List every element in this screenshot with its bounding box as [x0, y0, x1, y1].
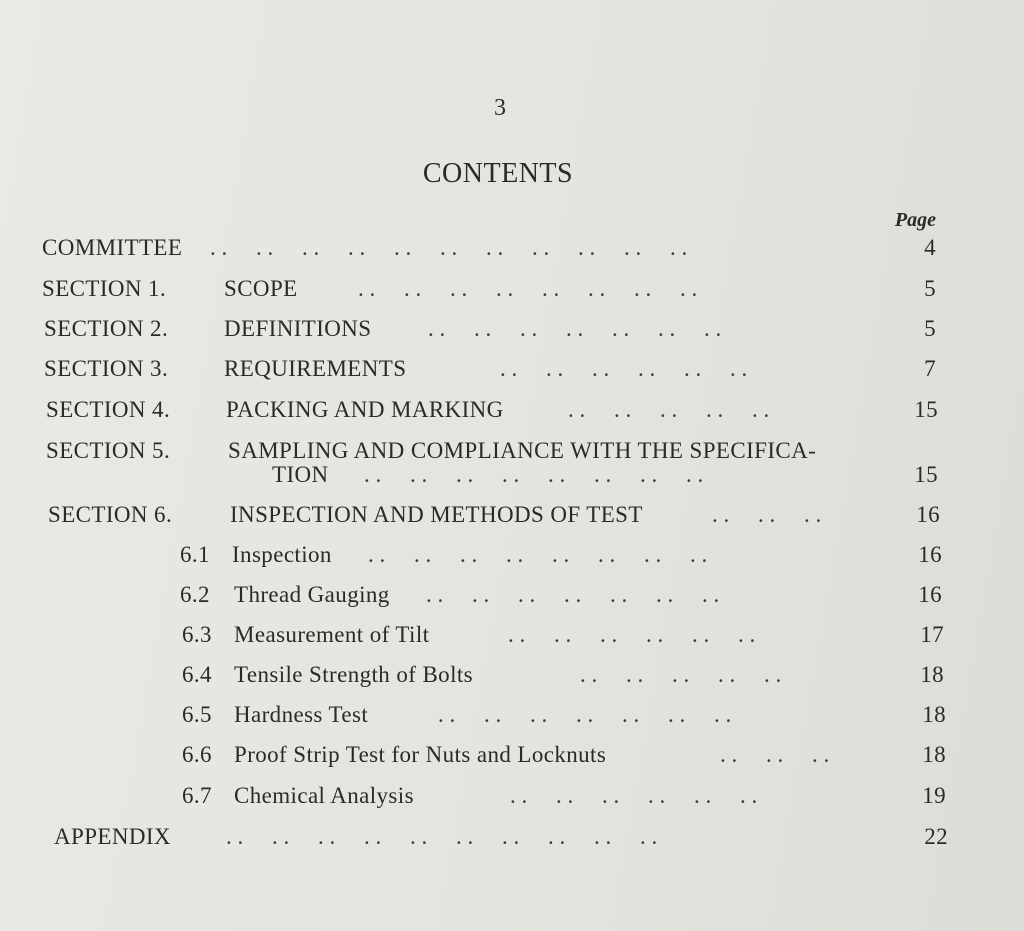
toc-entry-section-2	[0, 316, 1024, 350]
toc-title: REQUIREMENTS	[224, 356, 407, 381]
toc-entry-6-4	[0, 662, 1024, 696]
page-column-label: Page	[894, 209, 936, 231]
toc-label: 6.1	[180, 542, 210, 567]
toc-entry-6-7	[0, 783, 1024, 817]
toc-leader-dots: . . . . . . . . . . . . . .	[426, 582, 720, 607]
toc-label: 6.3	[182, 622, 212, 647]
toc-entry-section-1	[0, 276, 1024, 310]
toc-label: SECTION 4.	[46, 397, 171, 422]
toc-page-number: 19	[922, 783, 946, 808]
toc-leader-dots: . . . . . . . . . . . .	[500, 356, 748, 381]
toc-label: 6.7	[182, 783, 212, 808]
toc-page-number: 18	[922, 742, 946, 767]
toc-title: Measurement of Tilt	[234, 622, 430, 647]
toc-page-number: 16	[916, 502, 940, 527]
toc-leader-dots: . . . . . . . . . . . .	[510, 783, 758, 808]
toc-page-number: 15	[914, 397, 938, 422]
toc-entry-6-5	[0, 702, 1024, 736]
toc-page-number: 5	[924, 316, 936, 341]
toc-leader-dots: . . . . . .	[712, 502, 822, 527]
toc-title: Chemical Analysis	[234, 783, 414, 808]
contents-heading: CONTENTS	[422, 158, 574, 189]
toc-leader-dots: . . . . . . . . . .	[580, 662, 782, 687]
toc-entry-section-3	[0, 356, 1024, 390]
toc-leader-dots: . . . . . . . . . . . . . . . . . . . .	[226, 824, 658, 849]
toc-leader-dots: . . . . . . . . . .	[568, 397, 770, 422]
toc-leader-dots: . . . . . . . . . . . . . . . .	[368, 542, 708, 567]
toc-page-number: 18	[920, 662, 944, 687]
toc-title-continued: TION	[272, 462, 329, 487]
toc-title: Tensile Strength of Bolts	[234, 662, 474, 687]
toc-entry-6-2	[0, 582, 1024, 616]
page-number: 3	[494, 95, 506, 121]
toc-label: SECTION 5.	[46, 438, 171, 463]
toc-page-number: 22	[924, 824, 948, 849]
toc-entry-section-6	[0, 502, 1024, 536]
toc-entry-6-3	[0, 622, 1024, 656]
toc-leader-dots: . . . . . .	[720, 742, 830, 767]
toc-leader-dots: . . . . . . . . . . . . . . . .	[364, 462, 704, 487]
toc-title: SAMPLING AND COMPLIANCE WITH THE SPECIFICA-	[228, 438, 817, 463]
toc-label: 6.2	[180, 582, 210, 607]
toc-label: 6.6	[182, 742, 212, 767]
toc-page-number: 5	[924, 276, 936, 301]
toc-label: SECTION 2.	[44, 316, 169, 341]
toc-label: APPENDIX	[54, 824, 171, 849]
toc-title: DEFINITIONS	[224, 316, 372, 341]
toc-leader-dots: . . . . . . . . . . . . . .	[438, 702, 732, 727]
toc-leader-dots: . . . . . . . . . . . . . . . .	[358, 276, 698, 301]
toc-label: COMMITTEE	[42, 235, 183, 260]
toc-leader-dots: . . . . . . . . . . . . . . . . . . . . . .	[210, 235, 688, 260]
toc-title: Hardness Test	[234, 702, 369, 727]
toc-label: SECTION 3.	[44, 356, 169, 381]
toc-page-number: 16	[918, 582, 942, 607]
toc-page-number: 7	[924, 356, 936, 381]
toc-entry-committee	[0, 235, 1024, 269]
toc-entry-appendix	[0, 824, 1024, 858]
toc-title: Proof Strip Test for Nuts and Locknuts	[234, 742, 607, 767]
toc-page-number: 17	[920, 622, 944, 647]
toc-entry-6-6	[0, 742, 1024, 776]
toc-entry-section-5-continued	[0, 462, 1024, 496]
toc-title: INSPECTION AND METHODS OF TEST	[230, 502, 643, 527]
toc-title: Inspection	[232, 542, 332, 567]
toc-label: SECTION 1.	[42, 276, 167, 301]
toc-page-number: 4	[924, 235, 936, 260]
toc-label: SECTION 6.	[48, 502, 173, 527]
toc-leader-dots: . . . . . . . . . . . . . .	[428, 316, 722, 341]
toc-title: Thread Gauging	[234, 582, 390, 607]
toc-entry-6-1	[0, 542, 1024, 576]
toc-label: 6.5	[182, 702, 212, 727]
toc-entry-section-4	[0, 397, 1024, 431]
toc-title: SCOPE	[224, 276, 298, 301]
toc-page-number: 16	[918, 542, 942, 567]
toc-title: PACKING AND MARKING	[226, 397, 504, 422]
toc-page-number: 15	[914, 462, 938, 487]
toc-label: 6.4	[182, 662, 212, 687]
toc-page-number: 18	[922, 702, 946, 727]
toc-leader-dots: . . . . . . . . . . . .	[508, 622, 756, 647]
